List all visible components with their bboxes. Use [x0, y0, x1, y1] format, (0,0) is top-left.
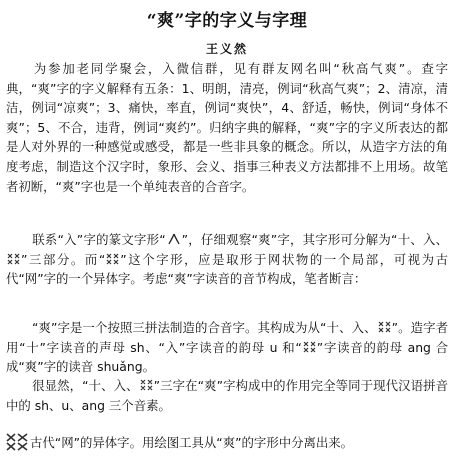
paragraph-2-part-c: ”三部分。而“ — [21, 251, 106, 267]
caption-text: 古代“网”的异体字。用绘图工具从“爽”的字形中分离出来。 — [30, 435, 354, 450]
seal-ru-glyph-icon — [167, 232, 181, 246]
paragraph-4-part-b: ”三字在“爽”字构成中的作用完全等同于现代汉语拼音中的 sh、u、ang 三个音素。 — [6, 378, 448, 413]
paragraph-3-part-a: “爽”字是一个按照三拼法制造的合音字。其构成为从“十、入、 — [32, 320, 377, 335]
net-cross-glyph-icon — [7, 253, 20, 265]
net-cross-glyph-icon — [140, 379, 153, 391]
paragraph-3 — [6, 318, 448, 377]
paragraph-4-part-a: 很显然，“十、入、 — [32, 378, 139, 393]
paragraph-3-part-c: ”字读音的韵母 ang 合成“爽”字的读音 shuǎng。 — [6, 339, 449, 375]
paragraph-2-part-a: 联系“入”字的篆文字形“ — [32, 232, 166, 247]
paragraph-2 — [6, 230, 448, 289]
author-name: 王义然 — [205, 42, 248, 56]
figure-caption — [6, 433, 448, 452]
paragraph-2-part-d: ”这个字形，应是取形于网状物的一个局部，可视为古代“网”字的一个异体字。考虑“爽”字读音的音节构成，笔者断言： — [6, 251, 449, 287]
net-cross-glyph-icon — [6, 433, 28, 451]
paragraph-4 — [6, 376, 448, 415]
paragraph-2-part-b: ”，仔细观察“爽”字，其字形可分解为“十、入、 — [181, 232, 448, 247]
paragraph-1 — [6, 59, 448, 196]
paragraph-3-part-b: ”。造字者用“十”字读音的声母 sh、“入”字读音的韵母 u 和“ — [6, 320, 448, 355]
net-cross-glyph-icon — [303, 341, 316, 353]
net-cross-glyph-icon — [378, 321, 391, 333]
page-title: “爽”字的字义与字理 — [146, 11, 308, 31]
net-cross-glyph-icon — [106, 253, 119, 265]
paragraph-1-text: 为参加老同学聚会，入微信群，见有群友网名叫“秋高气爽”。查字典，“爽”字的字义解释有五条：1、明朗，清亮，例词“秋高气爽”；2、清凉，清洁，例词“凉爽”；3、痛快，率直，例词“爽快”，4、舒适，畅快，例词“身体不爽”；5、不合，违背，例词“爽约”。归纳字典的解释，“爽”字的字义所表达的都是人对外界的一种感觉或感受，都是一些非具象的概念。所以，从造字方法的角度考虑，制造这个汉字时，象形、会义、指事三种表义方法都排不上用场。故笔者初断，“爽”字也是一个单纯表音的合音字。 — [6, 61, 448, 194]
